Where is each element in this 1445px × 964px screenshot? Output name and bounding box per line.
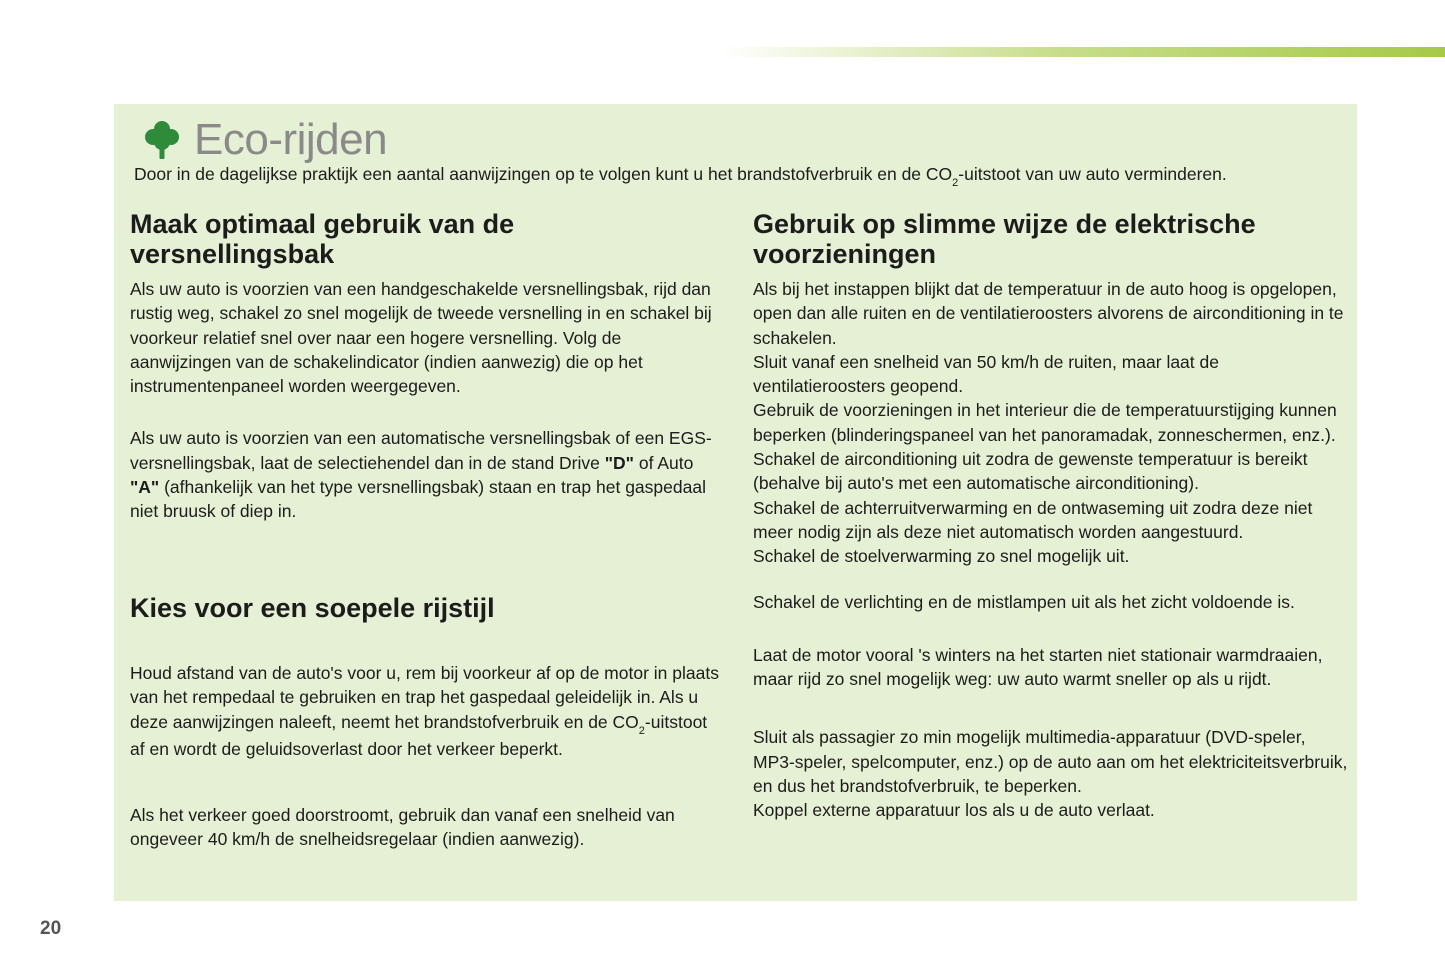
cruise-control-paragraph: Als het verkeer goed doorstroomt, gebruik dan vanaf een snelheid van ongeveer 40 km/h de snelheidsregelaar (indien aanwezig). bbox=[130, 805, 675, 850]
intro-text: Door in de dagelijkse praktijk een aantal aanwijzingen op te volgen kunt u het brandstofverbruik en de $CO_2$-uitstoot van uw auto verminderen. bbox=[134, 164, 1227, 189]
electrical-line: Schakel de achterruitverwarming en de ontwaseming uit zodra deze niet meer nodig zijn als deze niet automatisch worden aangestuurd. bbox=[753, 497, 1313, 542]
electrical-line: Als bij het instappen blijkt dat de temperatuur in de auto hoog is opgelopen, open dan alle ruiten en de ventilatieroosters alvorens de airconditioning in te schakelen. bbox=[753, 279, 1344, 348]
driving-style-section bbox=[130, 593, 722, 852]
disconnect-paragraph: Koppel externe apparatuur los als u de auto verlaat. bbox=[753, 800, 1155, 821]
gearbox-manual-paragraph: Als uw auto is voorzien van een handgeschakelde versnellingsbak, rijd dan rustig weg, schakel zo snel mogelijk de tweede versnelling in en schakel bij voorkeur relatief snel over naar een hogere versnelling. Volg de aanwijzingen van de schakelindicator (indien aanwezig) die op het instrumentenpaneel worden weergegeven. bbox=[130, 279, 712, 397]
header-accent-bar bbox=[720, 47, 1445, 57]
electrical-line: Schakel de stoelverwarming zo snel mogelijk uit. bbox=[753, 546, 1130, 567]
gearbox-automatic-paragraph: Als uw auto is voorzien van een automatische versnellingsbak of een EGS-versnellingsbak, laat de selectiehendel dan in de stand Drive "D" of Auto "A" (afhankelijk van het type versnellingsbak) staan en trap het gaspedaal niet bruusk of diep in. bbox=[130, 428, 712, 522]
gearbox-section bbox=[130, 209, 722, 524]
driving-style-paragraph: Houd afstand van de auto's voor u, rem bij voorkeur af op de motor in plaats van het rempedaal te gebruiken en trap het gaspedaal geleidelijk in. Als u deze aanwijzingen naleeft, neemt het brandstofverbruik en de $CO_2$-uitstoot af en wordt de geluidsoverlast door het verkeer beperkt. bbox=[130, 663, 719, 759]
gearbox-heading: Maak optimaal gebruik van de versnellingsbak bbox=[130, 209, 515, 269]
electrical-list bbox=[753, 277, 1349, 569]
page-number: 20 bbox=[40, 918, 62, 939]
multimedia-paragraph: Sluit als passagier zo min mogelijk multimedia-apparatuur (DVD-speler, MP3-speler, spelcomputer, enz.) op de auto aan om het elektriciteitsverbruik, en dus het brandstofverbruik, te beperken. bbox=[753, 727, 1348, 797]
tree-icon bbox=[144, 120, 180, 160]
title-row bbox=[144, 112, 387, 168]
eco-driving-panel bbox=[114, 104, 1357, 901]
engine-warmup-paragraph: Laat de motor vooral 's winters na het starten niet stationair warmdraaien, maar rijd zo snel mogelijk weg: uw auto warmt sneller op als u rijdt. bbox=[753, 644, 1323, 690]
lights-paragraph: Schakel de verlichting en de mistlampen uit als het zicht voldoende is. bbox=[753, 591, 1295, 612]
electrical-section bbox=[753, 209, 1349, 823]
page-title: Eco-rijden bbox=[194, 115, 388, 164]
electrical-line: Sluit vanaf een snelheid van 50 km/h de ruiten, maar laat de ventilatieroosters geopend. bbox=[753, 351, 1219, 397]
driving-style-heading: Kies voor een soepele rijstijl bbox=[130, 593, 495, 623]
electrical-line: Gebruik de voorzieningen in het interieur die de temperatuurstijging kunnen beperken (blinderingspaneel van het panoramadak, zonneschermen, enz.). bbox=[753, 400, 1337, 445]
electrical-heading: Gebruik op slimme wijze de elektrische voorzieningen bbox=[753, 209, 1256, 269]
electrical-line: Schakel de airconditioning uit zodra de gewenste temperatuur is bereikt (behalve bij auto's met een automatische airconditioning). bbox=[753, 449, 1308, 494]
